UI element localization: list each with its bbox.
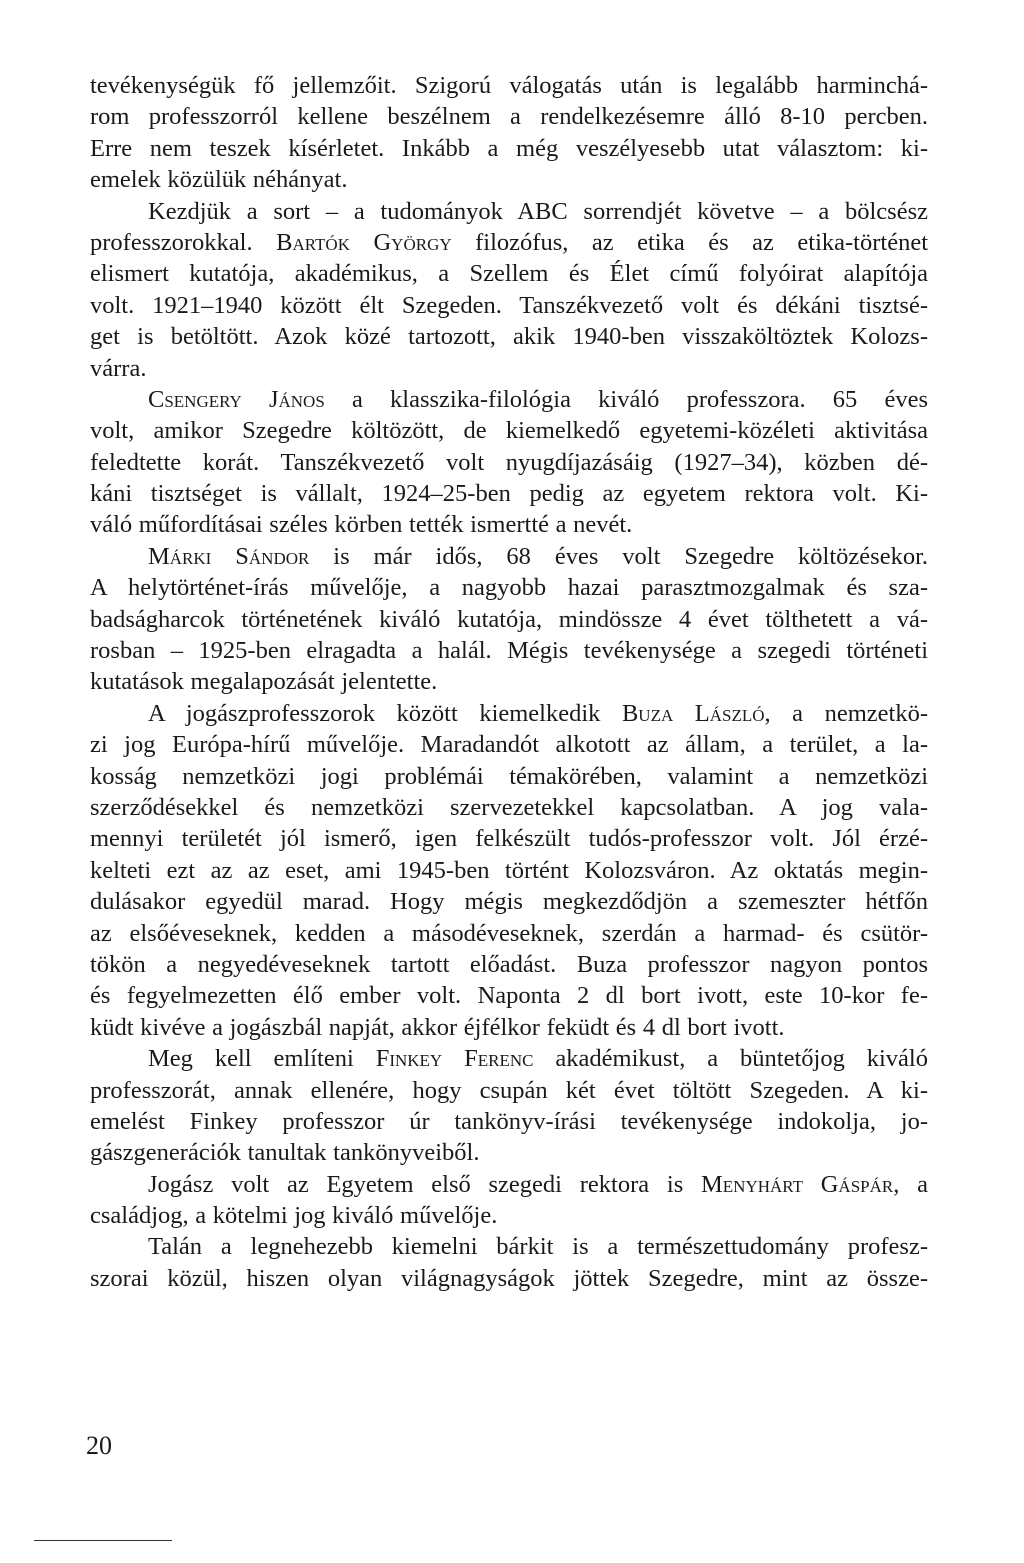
line-text: küdt kivéve a jogászbál napját, akkor éjfélkor feküdt és 4 dl bort ivott. [90,1013,785,1041]
text-line [90,572,928,603]
line-text: Meg kell említeni [148,1045,376,1073]
text-line [90,855,928,886]
line-text: Erre nem teszek kísérletet. Inkább a még veszélyesebb utat választom: ki- [90,134,928,162]
line-text: feledtette korát. Tanszékvezető volt nyugdíjazásáig (1927–34), közben dé- [90,448,928,476]
text-line [90,1106,928,1137]
line-text: dulásakor egyedül marad. Hogy mégis megkezdődjön a szemeszter hétfőn [90,888,928,916]
line-text: volt, amikor Szegedre költözött, de kiemelkedő egyetemi-közéleti aktivitása [90,417,928,445]
text-line [90,101,928,132]
line-text: tevékenységük fő jellemzőit. Szigorú válogatás után is legalább harminchá- [90,72,928,99]
text-line [90,886,928,917]
text-line [90,509,928,540]
text-line [90,321,928,352]
text-line [90,823,928,854]
line-text: Jogász volt az Egyetem első szegedi rektora is [148,1170,701,1198]
line-text: rom professzorról kellene beszélnem a rendelkezésemre álló 8-10 percben. [90,103,928,131]
text-line [90,666,928,697]
line-text: szerződésekkel és nemzetközi szervezetekkel kapcsolatban. A jog vala- [90,793,928,821]
line-text: az elsőéveseknek, kedden a másodéveseknek, szerdán a harmad- és csütör- [90,919,928,947]
text-line [90,227,928,258]
text-line [90,541,928,572]
text-line [90,635,928,666]
text-line [90,164,928,195]
line-text: családjog, a kötelmi jog kiváló művelője. [90,1202,498,1230]
line-text: professzorát, annak ellenére, hogy csupán két évet töltött Szegeden. A ki- [90,1076,928,1104]
line-text: professzorokkal. [90,228,277,256]
text-line [90,1231,928,1262]
line-text: várra. [90,354,147,382]
person-name: Márki Sándor [148,542,310,570]
text-line [90,258,928,289]
person-name: Menyhárt Gáspár [701,1170,894,1198]
text-line [90,1012,928,1043]
line-text-rest: is már idős, 68 éves volt Szegedre költözésekor. [309,542,928,570]
line-text: zi jog Európa-hírű művelője. Maradandót alkotott az állam, a terület, a la- [90,731,928,759]
person-name: Bartók György [276,228,452,256]
line-text-rest: akadémikust, a büntetőjog kiváló [533,1045,928,1073]
line-text: szorai közül, hiszen olyan világnagyságok jöttek Szegedre, mint az össze- [90,1264,928,1292]
text-line [90,949,928,980]
line-text-rest: , a nemzetkö- [764,699,928,727]
text-line [90,1075,928,1106]
person-name: Csengery János [148,385,325,413]
line-text: káni tisztséget is vállalt, 1924–25-ben pedig az egyetem rektora volt. Ki- [90,480,928,508]
line-text: emelek közülük néhányat. [90,166,348,194]
text-line [90,604,928,635]
footer-rule [34,1540,172,1541]
line-text: kelteti ezt az az eset, ami 1945-ben történt Kolozsváron. Az oktatás megin- [90,856,928,884]
line-text: get is betöltött. Azok közé tartozott, akik 1940-ben visszaköltöztek Kolozs- [90,323,928,351]
line-text: tökön a negyedéveseknek tartott előadást. Buza professzor nagyon pontos [90,950,928,978]
line-text: Kezdjük a sort – a tudományok ABC sorrendjét követve – a bölcsész [148,197,928,225]
line-text: volt. 1921–1940 között élt Szegeden. Tanszékvezető volt és dékáni tisztsé- [90,291,928,319]
line-text: mennyi területét jól ismerő, igen felkészült tudós-professzor volt. Jól érzé- [90,825,928,853]
text-line [90,196,928,227]
text-line [90,918,928,949]
line-text-rest: , a [893,1170,928,1198]
text-line [90,447,928,478]
person-name: Buza László [621,699,765,727]
line-text: A jogászprofesszorok között kiemelkedik [148,699,622,727]
page-number: 20 [86,1431,112,1460]
text-line [90,698,928,729]
person-name: Finkey Ferenc [375,1045,534,1073]
text-line [90,384,928,415]
text-line [90,353,928,384]
text-line [90,761,928,792]
text-line [90,1043,928,1074]
text-line [90,478,928,509]
line-text: A helytörténet-írás művelője, a nagyobb hazai parasztmozgalmak és sza- [90,574,928,602]
text-line [90,1137,928,1168]
line-text: váló műfordításai széles körben tették ismertté a nevét. [90,511,633,539]
line-text: badságharcok történetének kiváló kutatója, mindössze 4 évet tölthetett a vá- [90,605,928,633]
text-line [90,1263,928,1294]
text-line [90,1169,928,1200]
text-line [90,980,928,1011]
line-text: kutatások megalapozását jelentette. [90,668,438,696]
line-text: kosság nemzetközi jogi problémái témakörében, valamint a nemzetközi [90,762,928,790]
line-text: elismert kutatója, akadémikus, a Szellem és Élet című folyóirat alapítója [90,260,928,288]
text-line [90,415,928,446]
line-text-rest: a klasszika-filológia kiváló professzora. 65 éves [324,385,928,413]
text-line [90,290,928,321]
page-body [90,70,928,1294]
line-text: gászgenerációk tanultak tankönyveiből. [90,1139,480,1167]
line-text-rest: filozófus, az etika és az etika-történet [451,228,928,256]
text-line [90,729,928,760]
text-line [90,70,928,101]
text-line [90,1200,928,1231]
text-line [90,133,928,164]
line-text: és fegyelmezetten élő ember volt. Naponta 2 dl bort ivott, este 10-kor fe- [90,982,928,1010]
line-text: Talán a legnehezebb kiemelni bárkit is a természettudomány profesz- [148,1233,928,1261]
line-text: emelést Finkey professzor úr tankönyv-írási tevékenysége indokolja, jo- [90,1107,928,1135]
line-text: rosban – 1925-ben elragadta a halál. Mégis tevékenysége a szegedi történeti [90,637,928,665]
text-line [90,792,928,823]
